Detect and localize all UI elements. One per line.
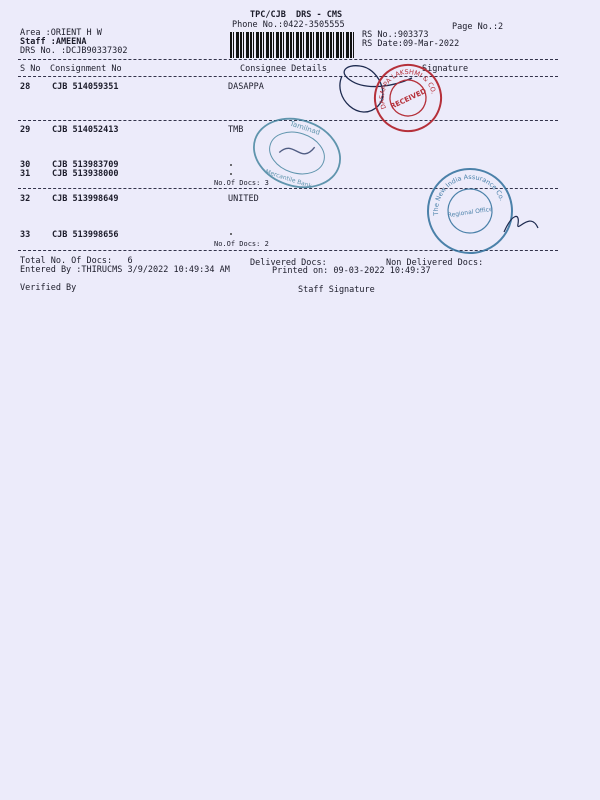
row-33-consignment: CJB 513998656: [52, 230, 119, 240]
col-consignment: Consignment No: [50, 64, 122, 74]
row-29-consignment: CJB 514052413: [52, 125, 119, 135]
delivered-docs: Delivered Docs:: [250, 258, 327, 268]
row-32-consignee: UNITED: [228, 194, 259, 204]
row-32-consignment: CJB 513998649: [52, 194, 119, 204]
rs-number: RS No.:903373: [362, 30, 429, 40]
staff-signature: Staff Signature: [298, 285, 375, 295]
row-33-sno: 33: [20, 230, 31, 240]
row-31-sno: 31: [20, 169, 31, 179]
doc-title: TPC/CJB DRS - CMS: [250, 10, 343, 20]
verified-by: Verified By: [20, 283, 77, 293]
row-32-sno: 32: [20, 194, 31, 204]
row-29-sno: 29: [20, 125, 31, 135]
row-30-mark: [230, 164, 232, 166]
phone-number: Phone No.:0422-3505555: [232, 20, 345, 30]
rule-header: [18, 76, 558, 77]
col-sno: S No: [20, 64, 41, 74]
group-1-doc-count: No.Of Docs: 3: [214, 179, 269, 187]
barcode: [230, 32, 356, 58]
group-2-doc-count: No.Of Docs: 2: [214, 240, 269, 248]
row-30-sno: 30: [20, 160, 31, 170]
col-consignee: Consignee Details: [240, 64, 327, 74]
received-stamp-ring-text: DASAPPA LAKSHMI & CO.: [377, 67, 438, 111]
staff-label: Staff :AMEENA: [20, 37, 87, 47]
rule-top: [18, 59, 558, 60]
col-signature: Signature: [422, 64, 469, 74]
insurance-seal-ring-text: The New India Assurance Co.: [431, 172, 507, 216]
row-31-mark: [230, 173, 232, 175]
drs-number: DRS No. :DCJB90337302: [20, 46, 128, 56]
non-delivered-docs: Non Delivered Docs:: [386, 258, 484, 268]
bank-stamp: [246, 112, 348, 194]
row-30-consignment: CJB 513983709: [52, 160, 119, 170]
rs-date: RS Date:09-Mar-2022: [362, 39, 460, 49]
page-number: Page No.:2: [452, 22, 504, 32]
row-33-mark: [230, 233, 232, 235]
row-28-consignee: DASAPPA: [228, 82, 264, 92]
row-29-consignee: TMB: [228, 125, 244, 135]
row-28-consignment: CJB 514059351: [52, 82, 119, 92]
svg-text:DASAPPA LAKSHMI & CO.: [372, 62, 439, 118]
bank-stamp-top-text: Tamilnad: [288, 119, 322, 137]
entered-by: Entered By :THIRUCMS 3/9/2022 10:49:34 AM: [20, 265, 230, 275]
handwritten-signature-2: [500, 206, 542, 238]
area-label: Area :ORIENT H W: [20, 28, 102, 38]
received-stamp-center-text: RECEIVED: [389, 87, 428, 111]
bank-stamp-bottom-text: Mercantile Bank: [264, 168, 313, 190]
printed-on: Printed on: 09-03-2022 10:49:37: [272, 266, 431, 276]
total-docs: Total No. Of Docs: 6: [20, 256, 133, 266]
row-28-sno: 28: [20, 82, 31, 92]
received-stamp: [372, 62, 444, 134]
row-31-consignment: CJB 513938000: [52, 169, 119, 179]
insurance-seal-center-text: Regional Office: [447, 205, 494, 220]
